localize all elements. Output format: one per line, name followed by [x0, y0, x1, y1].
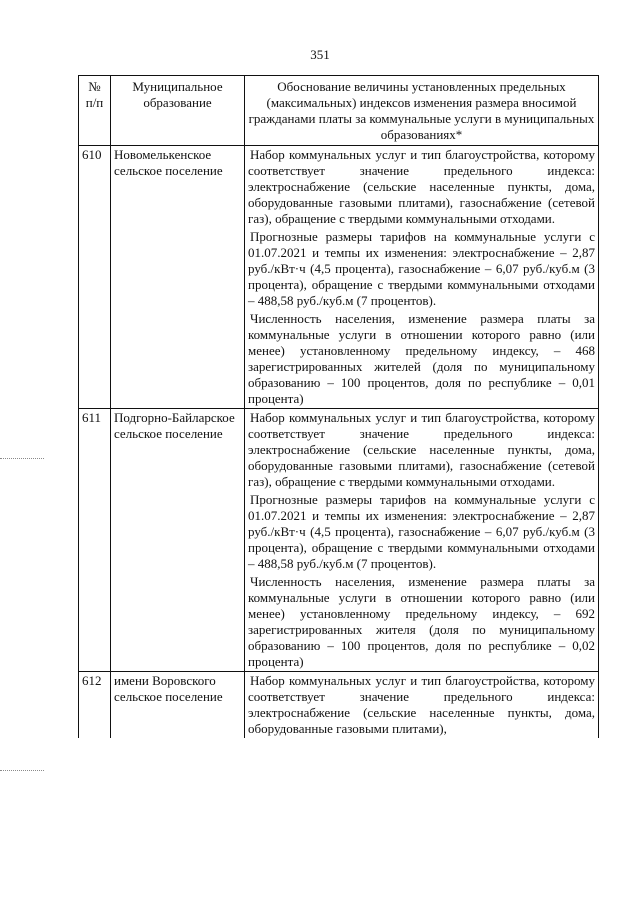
services-paragraph: Набор коммунальных услуг и тип благоустройства, которому соответствует значение предельного индекса: электроснабжение (сельские населенные пункты, дома, оборудованные газовыми плитами), — [248, 673, 595, 736]
row-num: 612 — [79, 672, 111, 739]
row-municipality: Подгорно-Байларское сельское поселение — [111, 409, 245, 672]
table-row — [79, 409, 599, 672]
population-paragraph: Численность населения, изменение размера платы за коммунальные услуги в отношении которого равно (или менее) установленному предельному индексу, – 692 зарегистрированных жителя (доля по муниципальному образованию – 100 процентов, доля по республике – 0,02 процента) — [248, 574, 595, 669]
population-paragraph: Численность населения, изменение размера платы за коммунальные услуги в отношении которого равно (или менее) установленному предельному индексу, – 468 зарегистрированных жителей (доля по муниципальному образованию – 100 процентов, доля по республике – 0,01 процента) — [248, 311, 595, 406]
row-justification — [245, 409, 599, 672]
row-justification — [245, 672, 599, 739]
services-paragraph: Набор коммунальных услуг и тип благоустройства, которому соответствует значение предельного индекса: электроснабжение (сельские населенные пункты, дома, оборудованные газовыми плитами), газоснабжение (сетевой газ), обращение с твердыми коммунальными отходами. — [248, 147, 595, 226]
row-num: 611 — [79, 409, 111, 672]
header-num: № п/п — [79, 76, 111, 146]
tariff-justification-table — [78, 75, 599, 738]
table-header-row — [79, 76, 599, 146]
page-number: 351 — [310, 47, 330, 62]
services-paragraph: Набор коммунальных услуг и тип благоустройства, которому соответствует значение предельного индекса: электроснабжение (сельские населенные пункты, дома, оборудованные газовыми плитами), газоснабжение (сетевой газ), обращение с твердыми коммунальными отходами. — [248, 410, 595, 489]
tariffs-paragraph: Прогнозные размеры тарифов на коммунальные услуги с 01.07.2021 и темпы их изменения: электроснабжение – 2,87 руб./кВт·ч (4,5 процента), газоснабжение – 6,07 руб./куб.м (3 процента), обращение с твердыми коммунальными отходами – 488,58 руб./куб.м (7 процентов). — [248, 492, 595, 571]
scan-mark — [0, 458, 44, 460]
row-justification — [245, 146, 599, 409]
header-justification: Обоснование величины установленных предельных (максимальных) индексов изменения размера вносимой гражданами платы за коммунальные услуги в муниципальных образованиях* — [245, 76, 599, 146]
row-municipality: Новомелькенское сельское поселение — [111, 146, 245, 409]
table-row — [79, 146, 599, 409]
row-municipality: имени Воровского сельское поселение — [111, 672, 245, 739]
header-municipality: Муниципальное образование — [111, 76, 245, 146]
row-num: 610 — [79, 146, 111, 409]
tariffs-paragraph: Прогнозные размеры тарифов на коммунальные услуги с 01.07.2021 и темпы их изменения: электроснабжение – 2,87 руб./кВт·ч (4,5 процента), газоснабжение – 6,07 руб./куб.м (3 процента), обращение с твердыми коммунальными отходами – 488,58 руб./куб.м (7 процентов). — [248, 229, 595, 308]
scan-mark — [0, 770, 44, 772]
table-row — [79, 672, 599, 739]
